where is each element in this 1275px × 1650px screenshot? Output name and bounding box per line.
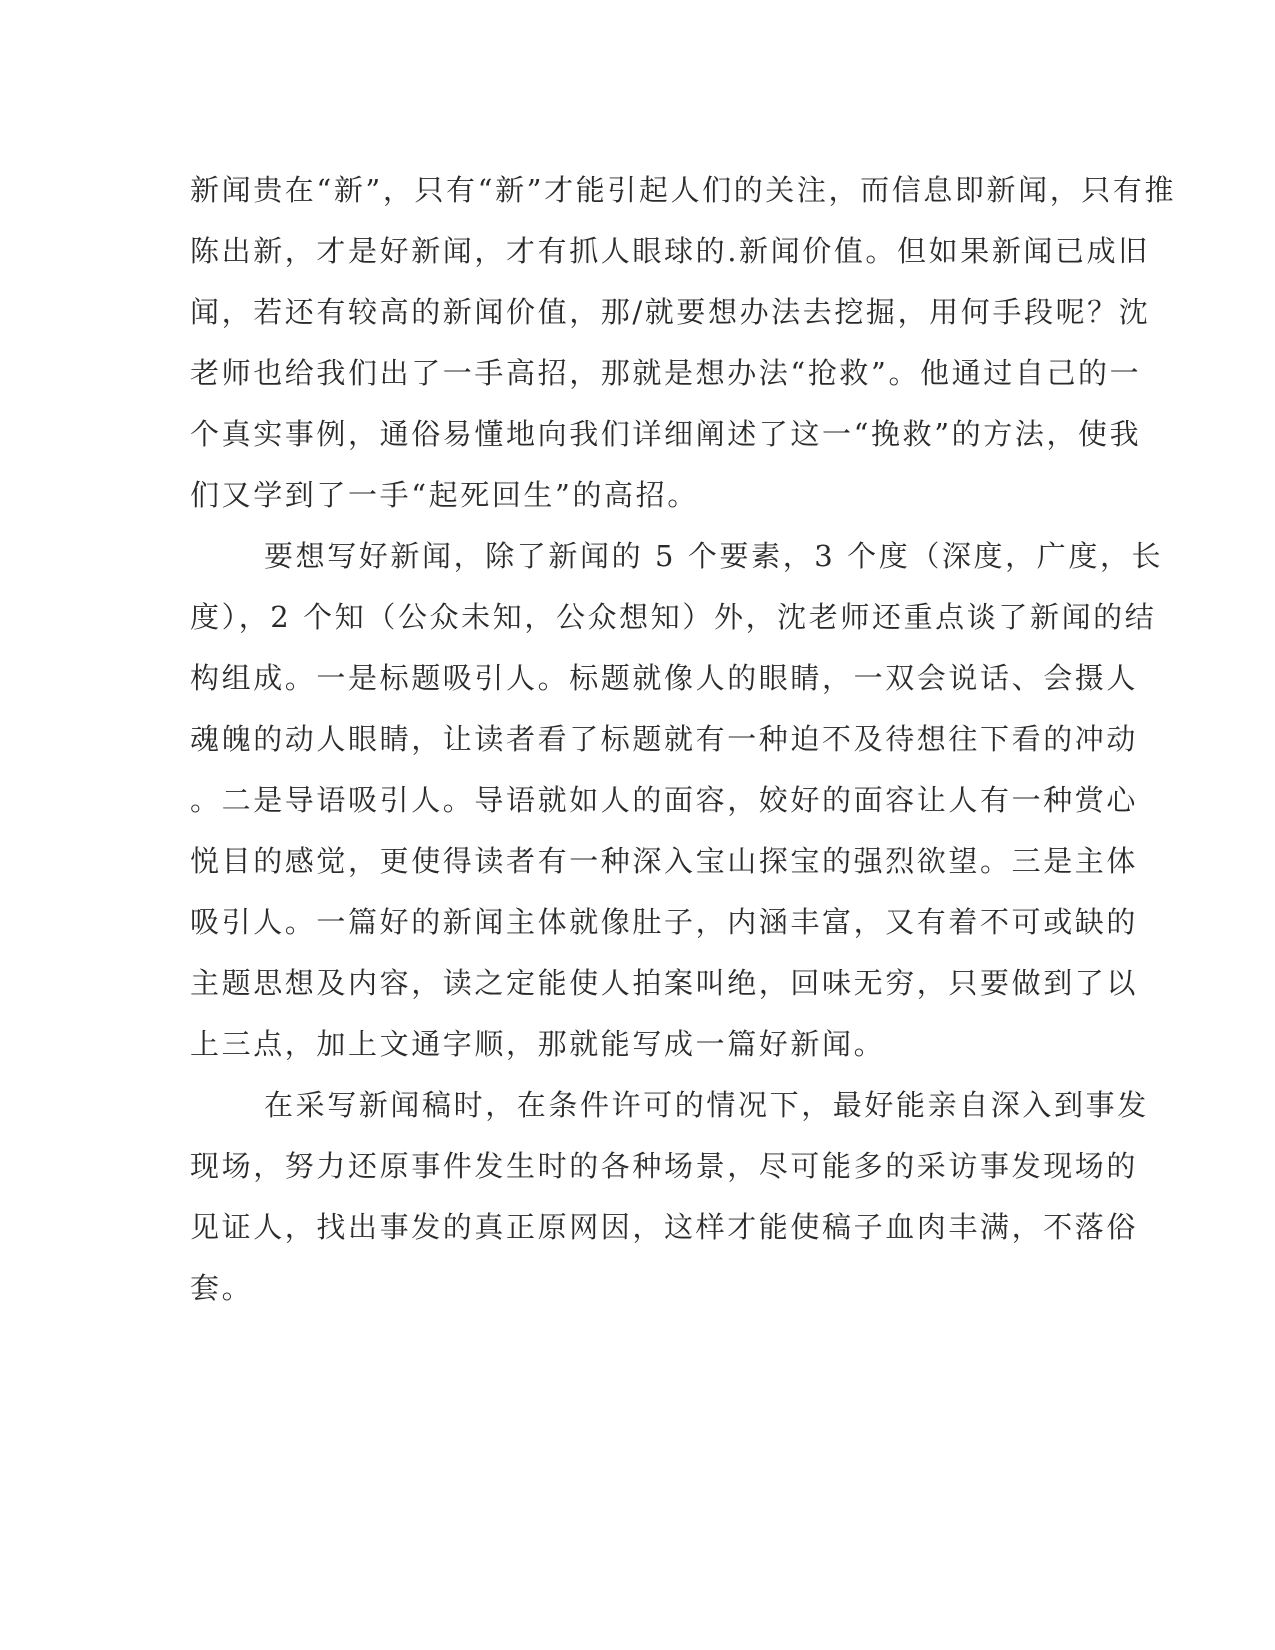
text-line: 要想写好新闻，除了新闻的 5 个要素，3 个度（深度，广度，长 [264,539,1164,573]
paragraph-1 [190,160,1177,526]
text-line: 见证人，找出事发的真正原网因，这样才能使稿子血肉丰满，不落俗 [190,1210,1139,1244]
text-line: 陈出新，才是好新闻，才有抓人眼球的.新闻价值。但如果新闻已成旧 [190,234,1150,268]
text-line: 套。 [190,1271,254,1305]
text-line: 悦目的感觉，更使得读者有一种深入宝山探宝的强烈欲望。三是主体 [190,844,1139,878]
text-line: 构组成。一是标题吸引人。标题就像人的眼睛，一双会说话、会摄人 [190,661,1139,695]
text-line: 。二是导语吸引人。导语就如人的面容，姣好的面容让人有一种赏心 [190,783,1139,817]
text-line: 闻，若还有较高的新闻价值，那/就要想办法去挖掘，用何手段呢？沈 [190,295,1151,329]
text-line: 度），2 个知（公众未知，公众想知）外，沈老师还重点谈了新闻的结 [190,600,1157,634]
text-line: 老师也给我们出了一手高招，那就是想办法“抢救”。他通过自己的一 [190,356,1142,390]
text-line: 主题思想及内容，读之定能使人拍案叫绝，回味无穷，只要做到了以 [190,966,1139,1000]
paragraph-2 [190,526,1164,1075]
document-body [190,160,1177,1319]
text-line: 吸引人。一篇好的新闻主体就像肚子，内涵丰富，又有着不可或缺的 [190,905,1139,939]
text-line: 们又学到了一手“起死回生”的高招。 [190,478,699,512]
text-line: 现场，努力还原事件发生时的各种场景，尽可能多的采访事发现场的 [190,1149,1139,1183]
text-line: 在采写新闻稿时，在条件许可的情况下，最好能亲自深入到事发 [264,1088,1149,1122]
text-line: 上三点，加上文通字顺，那就能写成一篇好新闻。 [190,1027,886,1061]
paragraph-3 [190,1075,1149,1319]
text-line: 魂魄的动人眼睛，让读者看了标题就有一种迫不及待想往下看的冲动 [190,722,1139,756]
text-line: 新闻贵在“新”，只有“新”才能引起人们的关注，而信息即新闻，只有推 [190,173,1177,207]
text-line: 个真实事例，通俗易懂地向我们详细阐述了这一“挽救”的方法，使我 [190,417,1142,451]
